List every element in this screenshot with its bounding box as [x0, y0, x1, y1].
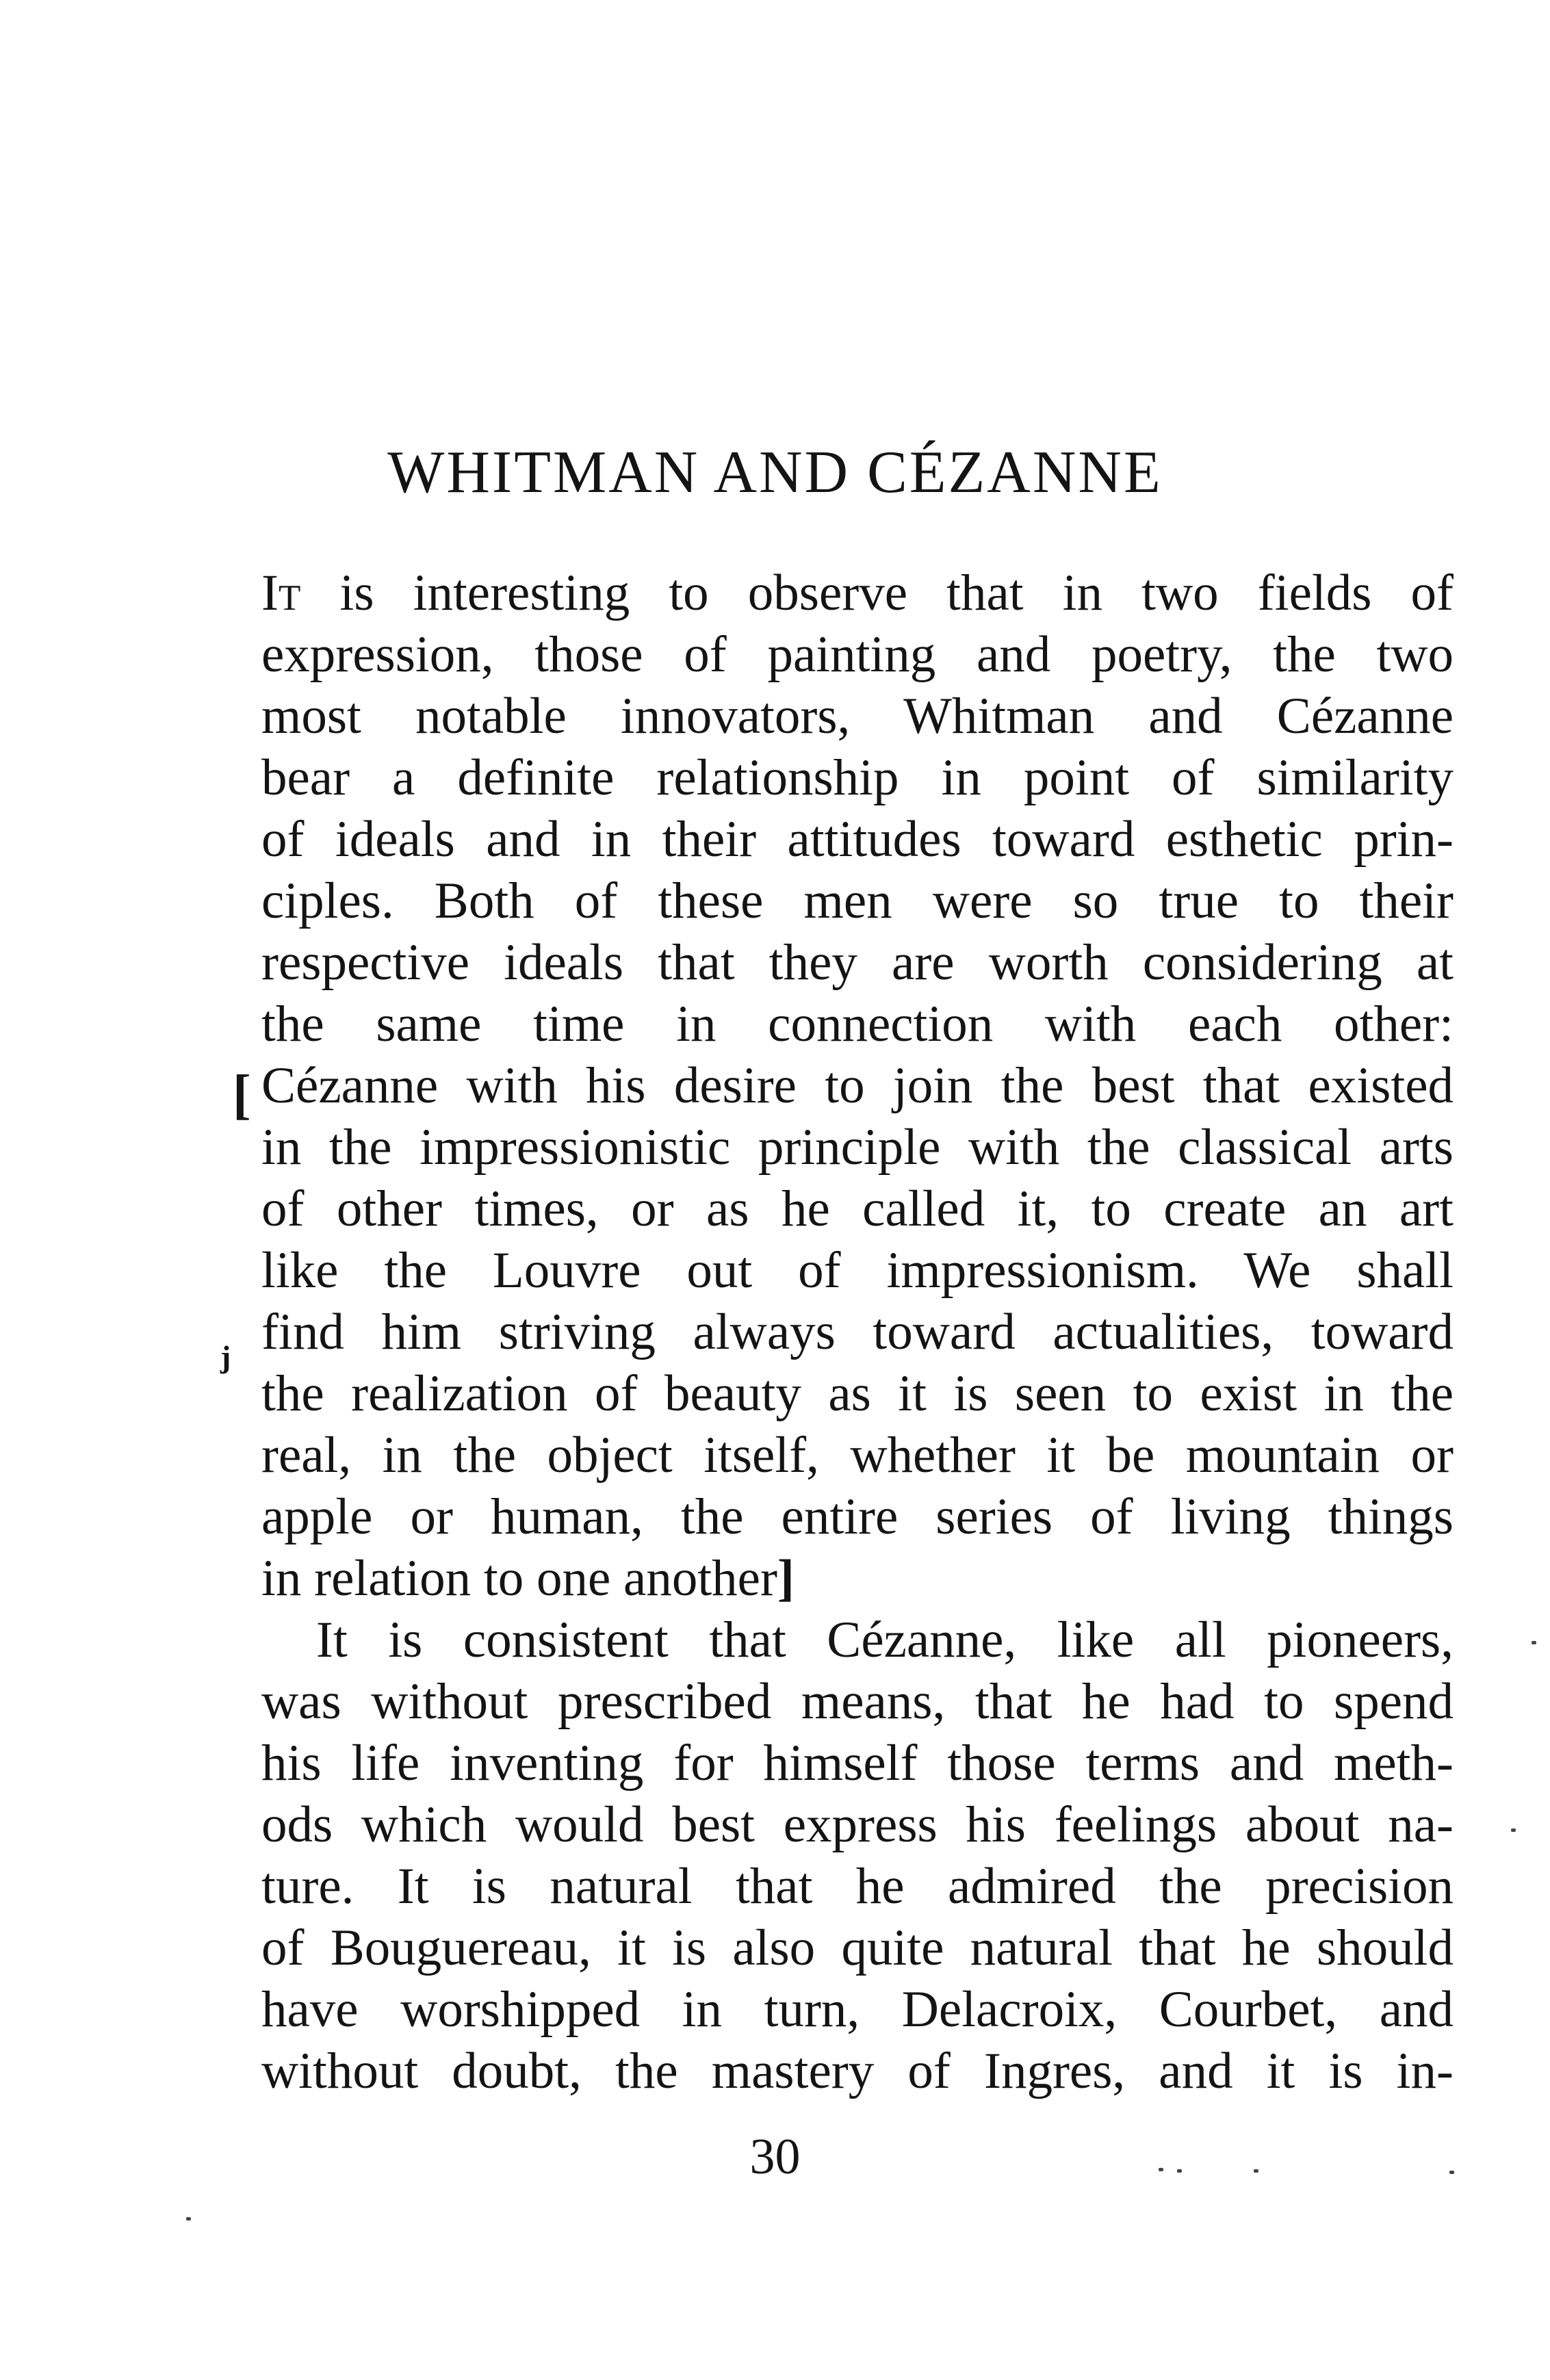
text-line: bear a definite relationship in point of similarity — [261, 749, 1454, 806]
text-line: It is consistent that Cézanne, like all pioneers, — [316, 1612, 1454, 1668]
text-line: without doubt, the mastery of Ingres, and it is in- — [261, 2043, 1454, 2099]
text-line: of ideals and in their attitudes toward esthetic prin- — [261, 811, 1454, 868]
text-line — [261, 1548, 1454, 1609]
text-line: ciples. Both of these men were so true to their — [261, 872, 1454, 929]
text-line: in the impressionistic principle with the classical arts — [261, 1119, 1454, 1176]
scan-speck — [1254, 2169, 1258, 2173]
text-line — [261, 562, 1454, 624]
text-line: of Bouguereau, it is also quite natural that he should — [261, 1919, 1454, 1976]
scan-speck — [1532, 1641, 1536, 1644]
line-text: is interesting to observe that in two fields of — [300, 565, 1454, 621]
line-text: in relation to one another — [261, 1550, 777, 1607]
text-line: apple or human, the entire series of living things — [261, 1488, 1454, 1545]
text-line: most notable innovators, Whitman and Cézanne — [261, 688, 1454, 745]
text-line: like the Louvre out of impressionism. We shall — [261, 1242, 1454, 1299]
text-line: respective ideals that they are worth considering at — [261, 934, 1454, 991]
margin-bracket-open: [ — [233, 1065, 251, 1125]
scan-speck — [1511, 1828, 1516, 1832]
text-line: expression, those of painting and poetry, the two — [261, 626, 1454, 683]
page-number: 30 — [749, 2129, 801, 2185]
scan-speck — [1177, 2169, 1182, 2173]
scan-speck — [186, 2217, 191, 2221]
text-line: ture. It is natural that he admired the precision — [261, 1858, 1454, 1915]
text-line: find him striving always toward actualities, toward — [261, 1304, 1454, 1360]
margin-tick-mark: j — [220, 1339, 231, 1374]
text-line: the same time in connection with each other: — [261, 996, 1454, 1052]
scan-speck — [1159, 2168, 1163, 2171]
chapter-title: WHITMAN AND CÉZANNE — [387, 439, 1163, 506]
body-text — [261, 562, 1454, 2102]
text-line: Cézanne with his desire to join the best that existed — [261, 1057, 1454, 1114]
text-line: the realization of beauty as it is seen to exist in the — [261, 1365, 1454, 1422]
margin-bracket-close: ] — [777, 1550, 795, 1607]
text-line: real, in the object itself, whether it be mountain or — [261, 1427, 1454, 1484]
text-line: his life inventing for himself those terms and meth- — [261, 1735, 1454, 1792]
scan-speck — [1449, 2171, 1454, 2174]
text-line: was without prescribed means, that he had to spend — [261, 1673, 1454, 1730]
small-caps-lead: It — [261, 565, 301, 621]
text-line: of other times, or as he called it, to create an art — [261, 1180, 1454, 1237]
text-line: ods which would best express his feelings about na- — [261, 1796, 1454, 1853]
text-line: have worshipped in turn, Delacroix, Courbet, and — [261, 1981, 1454, 2038]
